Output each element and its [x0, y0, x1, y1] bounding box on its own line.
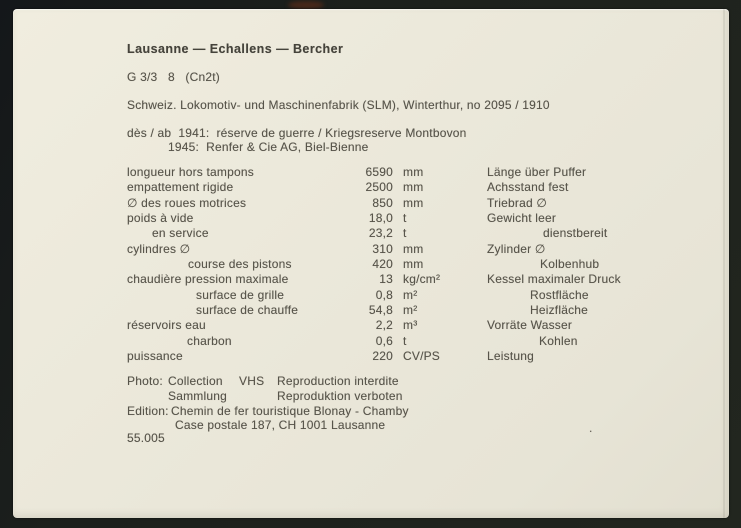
spec-label-de: Achsstand fest — [487, 180, 569, 195]
spec-row — [127, 272, 707, 287]
spec-label-fr: en service — [152, 226, 209, 241]
spec-unit: m² — [403, 303, 418, 318]
spec-unit: mm — [403, 165, 424, 179]
card-crease — [723, 9, 725, 518]
spec-value: 850 — [372, 195, 393, 210]
spec-value: 2,2 — [375, 318, 393, 333]
spec-unit: mm — [403, 180, 424, 195]
spec-value: 310 — [372, 241, 393, 256]
spec-value: 0,8 — [375, 287, 393, 302]
spec-label-fr: ∅ des roues motrices — [127, 195, 247, 210]
spec-row — [127, 226, 707, 241]
spec-value: 6590 — [365, 165, 393, 179]
spec-label-fr: cylindres ∅ — [127, 241, 191, 256]
spec-row — [127, 180, 707, 195]
spec-value: 23,2 — [368, 226, 393, 241]
spec-label-fr: réservoirs eau — [127, 318, 206, 333]
spec-row — [127, 165, 707, 180]
route-title: Lausanne — Echallens — Bercher — [127, 42, 344, 56]
spec-unit: t — [403, 333, 407, 348]
spec-value: 54,8 — [368, 303, 393, 318]
spec-label-de: Heizfläche — [530, 303, 589, 318]
spec-row — [127, 211, 707, 226]
spec-label-de: Vorräte Wasser — [487, 318, 573, 333]
spec-value: 220 — [372, 349, 393, 364]
spec-label-fr: empattement rigide — [127, 180, 234, 195]
spec-label-de: Triebrad ∅ — [487, 195, 548, 210]
collection-label-de: Sammlung — [168, 388, 227, 403]
spec-value: 2500 — [365, 180, 393, 195]
spec-label-fr: course des pistons — [188, 257, 292, 272]
spec-label-de: Kohlen — [539, 333, 578, 348]
spec-label-de: dienstbereit — [543, 226, 608, 241]
spec-unit: t — [403, 226, 407, 241]
spec-unit: t — [403, 211, 407, 226]
reproduction-notice-de: Reproduktion verboten — [277, 388, 403, 403]
spec-row — [127, 318, 707, 333]
history-line-1: dès / ab 1941: réserve de guerre / Kriegsreserve Montbovon — [127, 126, 467, 140]
spec-label-fr: poids à vide — [127, 211, 194, 226]
spec-value: 13 — [379, 272, 393, 287]
spec-row — [127, 288, 707, 303]
spec-label-de: Kolbenhub — [540, 257, 600, 272]
spec-label-fr: surface de chauffe — [196, 303, 299, 318]
spec-unit: CV/PS — [403, 349, 441, 364]
spec-label-fr: charbon — [187, 333, 232, 348]
spec-unit: mm — [403, 195, 424, 210]
reference-number: 55.005 — [127, 431, 165, 445]
spec-row — [127, 349, 707, 364]
spec-row — [127, 334, 707, 349]
spec-label-fr: surface de grille — [196, 287, 285, 302]
scan-artifact-smudge — [288, 1, 324, 9]
spec-label-fr: chaudière pression maximale — [127, 272, 289, 287]
spec-value: 420 — [372, 257, 393, 272]
spec-label-de: Rostfläche — [530, 287, 589, 302]
spec-unit: m³ — [403, 318, 418, 333]
spec-row — [127, 303, 707, 318]
collection-label-fr: Collection — [168, 374, 223, 388]
edition-label: Edition: — [127, 403, 169, 418]
reproduction-notice-fr: Reproduction interdite — [277, 374, 399, 388]
spec-value: 18,0 — [368, 211, 393, 226]
manufacturer-line: Schweiz. Lokomotiv- und Maschinenfabrik (SLM), Winterthur, no 2095 / 1910 — [127, 98, 550, 112]
spec-label-fr: puissance — [127, 349, 183, 364]
spec-value: 0,6 — [375, 333, 393, 348]
spec-label-de: Kessel maximaler Druck — [487, 272, 621, 287]
spec-unit: mm — [403, 241, 424, 256]
print-speck: . — [589, 421, 593, 435]
spec-row — [127, 257, 707, 272]
spec-label-de: Gewicht leer — [487, 211, 557, 226]
loco-designation: G 3/3 8 (Cn2t) — [127, 70, 220, 84]
spec-row — [127, 196, 707, 211]
spec-label-de: Zylinder ∅ — [487, 241, 546, 256]
history-line-2: 1945: Renfer & Cie AG, Biel-Bienne — [168, 140, 369, 154]
spec-label-de: Leistung — [487, 349, 534, 364]
postcard — [13, 9, 729, 518]
edition-address: Case postale 187, CH 1001 Lausanne — [175, 417, 386, 432]
photo-credit-label: Photo: — [127, 374, 163, 388]
spec-unit: mm — [403, 257, 424, 272]
spec-unit: kg/cm² — [403, 272, 441, 287]
spec-label-fr: longueur hors tampons — [127, 165, 254, 179]
spec-unit: m² — [403, 287, 418, 302]
spec-row — [127, 242, 707, 257]
vhs-abbreviation: VHS — [239, 374, 265, 388]
spec-label-de: Länge über Puffer — [487, 165, 587, 179]
edition-publisher: Chemin de fer touristique Blonay - Chamby — [171, 403, 409, 418]
spec-table — [127, 165, 707, 364]
